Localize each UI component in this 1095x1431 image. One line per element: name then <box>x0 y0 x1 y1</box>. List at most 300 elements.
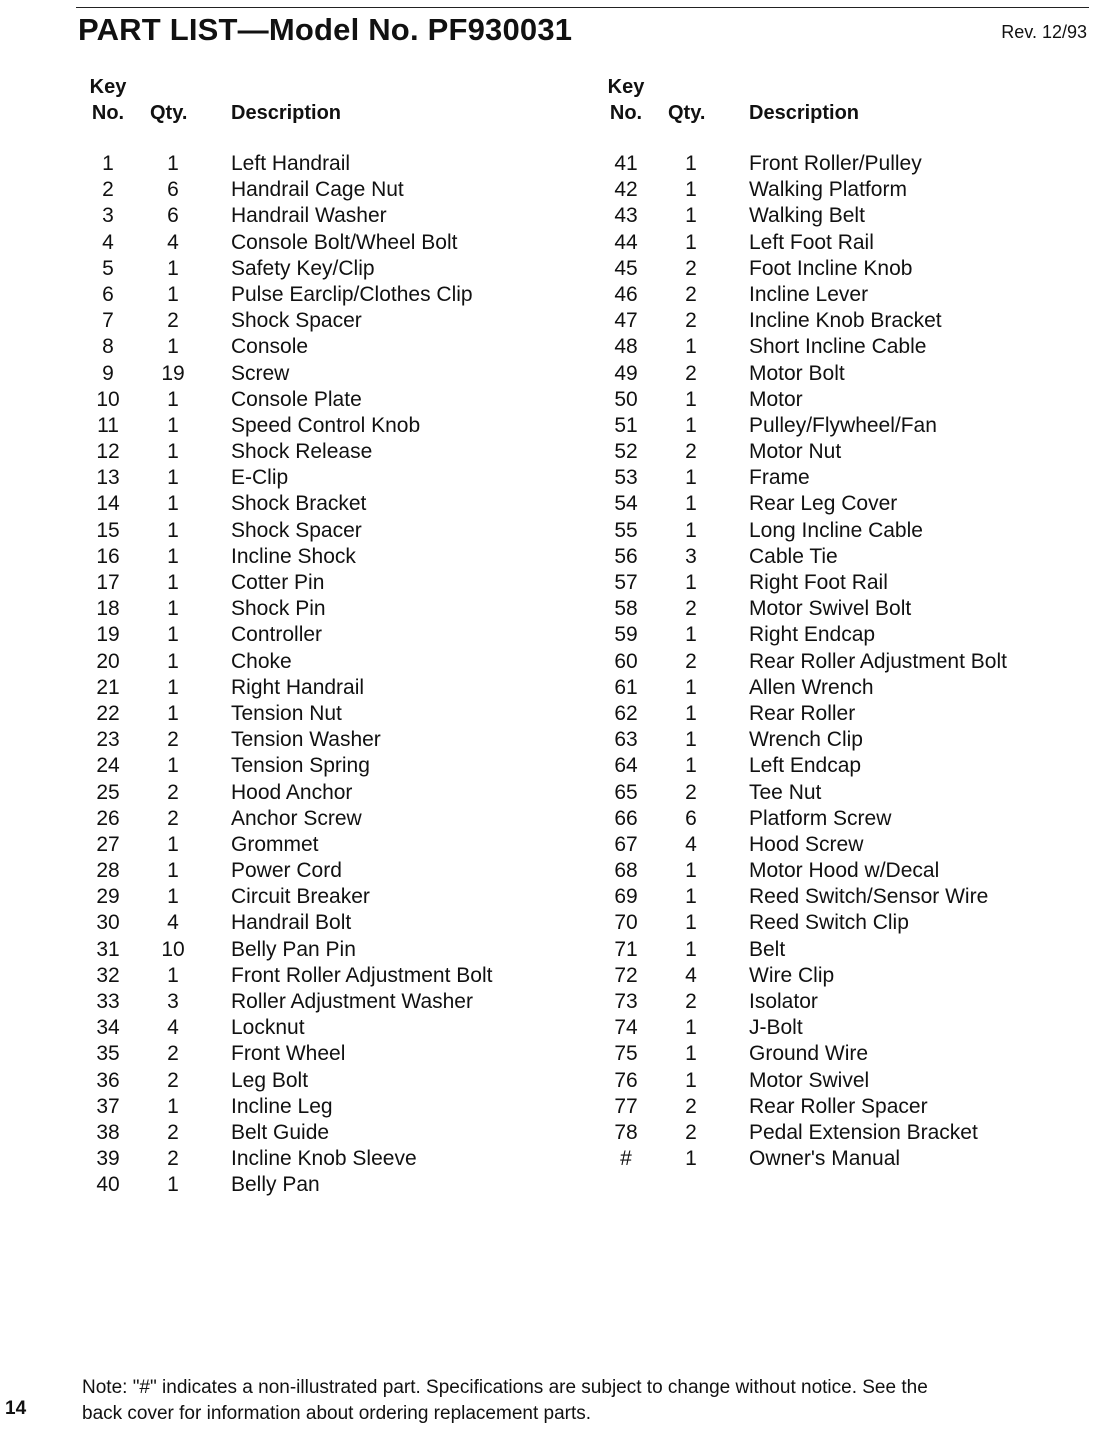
part-quantity: 1 <box>167 152 179 175</box>
part-quantity: 1 <box>685 230 697 254</box>
part-row <box>598 465 1088 491</box>
part-row <box>598 203 1088 229</box>
part-quantity: 2 <box>685 597 697 621</box>
part-description: Tee Nut <box>749 780 822 804</box>
part-quantity: 1 <box>685 518 697 542</box>
part-quantity: 1 <box>167 518 179 542</box>
part-key-number: 65 <box>614 780 638 804</box>
part-quantity: 1 <box>167 1094 179 1118</box>
part-row <box>80 937 580 963</box>
part-row <box>80 1068 580 1094</box>
part-key-number: 18 <box>96 597 120 621</box>
part-row <box>598 806 1088 832</box>
left-description-header: Description <box>231 102 342 124</box>
part-row <box>80 1041 580 1067</box>
part-quantity: 1 <box>685 1068 697 1092</box>
part-description: Foot Incline Knob <box>749 256 913 280</box>
part-description: Shock Pin <box>231 597 326 621</box>
part-row <box>80 361 580 387</box>
part-row <box>80 387 580 413</box>
part-quantity: 1 <box>685 728 697 752</box>
part-key-number: 45 <box>614 256 638 280</box>
part-row <box>598 963 1088 989</box>
part-quantity: 1 <box>685 937 697 961</box>
part-key-number: 15 <box>96 518 120 542</box>
key-header-line2: No. <box>609 102 643 124</box>
part-row <box>80 491 580 517</box>
part-key-number: 24 <box>96 754 120 778</box>
part-key-number: 2 <box>102 178 114 202</box>
part-quantity: 2 <box>167 806 179 830</box>
part-description: Rear Roller Adjustment Bolt <box>749 649 1007 673</box>
part-key-number: 47 <box>614 309 638 333</box>
part-quantity: 1 <box>685 885 697 909</box>
part-quantity: 1 <box>685 911 697 935</box>
part-row <box>80 727 580 753</box>
part-key-number: 22 <box>96 701 120 725</box>
part-key-number: 32 <box>96 963 120 987</box>
part-description: Pulse Earclip/Clothes Clip <box>231 282 473 306</box>
part-description: Shock Bracket <box>231 492 367 516</box>
part-row <box>598 177 1088 203</box>
part-key-number: 33 <box>96 990 120 1013</box>
part-quantity: 1 <box>167 1173 179 1197</box>
part-quantity: 1 <box>685 178 697 202</box>
part-quantity: 4 <box>685 832 697 856</box>
part-row <box>598 832 1088 858</box>
part-description: Belt <box>749 937 786 961</box>
part-description: Reed Switch Clip <box>749 911 909 935</box>
part-row <box>598 256 1088 282</box>
part-row <box>598 334 1088 360</box>
part-description: Shock Spacer <box>231 518 362 542</box>
part-quantity: 1 <box>167 885 179 909</box>
part-quantity: 2 <box>167 1042 179 1066</box>
key-header-line1: Key <box>89 76 127 98</box>
part-description: Walking Platform <box>749 178 907 202</box>
part-quantity: 1 <box>167 492 179 516</box>
part-row <box>598 387 1088 413</box>
part-quantity: 1 <box>167 963 179 987</box>
part-description: Handrail Bolt <box>231 911 352 935</box>
part-description: Handrail Washer <box>231 204 387 228</box>
part-row <box>598 989 1088 1015</box>
note-line-1: Note: "#" indicates a non-illustrated part. Specifications are subject to change without notice. See the <box>82 1377 928 1398</box>
part-row <box>598 230 1088 256</box>
part-key-number: 77 <box>614 1094 638 1118</box>
part-quantity: 1 <box>685 754 697 778</box>
part-key-number: 75 <box>614 1042 638 1066</box>
right-description-header: Description <box>749 102 860 124</box>
part-quantity: 2 <box>685 309 697 333</box>
part-key-number: 63 <box>614 728 638 752</box>
part-key-number: 72 <box>614 963 638 987</box>
part-quantity: 1 <box>167 387 179 411</box>
part-description: Rear Leg Cover <box>749 492 898 516</box>
part-description: Short Incline Cable <box>749 335 927 359</box>
part-row <box>80 1120 580 1146</box>
part-row <box>80 753 580 779</box>
part-quantity: 1 <box>167 256 179 280</box>
parts-list-right <box>598 151 1088 1172</box>
part-key-number: 35 <box>96 1042 120 1066</box>
part-key-number: 54 <box>614 492 638 516</box>
part-key-number: 36 <box>96 1068 120 1092</box>
part-row <box>598 649 1088 675</box>
part-description: Console <box>231 335 309 359</box>
part-quantity: 4 <box>167 1016 179 1040</box>
part-key-number: # <box>620 1147 632 1171</box>
part-description: Motor <box>749 387 803 411</box>
part-description: Pedal Extension Bracket <box>749 1120 978 1144</box>
part-quantity: 2 <box>167 1120 179 1144</box>
part-description: Motor Hood w/Decal <box>749 859 940 883</box>
part-row <box>80 230 580 256</box>
part-key-number: 53 <box>614 466 638 490</box>
part-row <box>598 596 1088 622</box>
part-row <box>80 649 580 675</box>
part-quantity: 1 <box>685 1147 697 1171</box>
part-row <box>598 413 1088 439</box>
part-description: Power Cord <box>231 859 342 883</box>
part-row <box>80 151 580 177</box>
part-description: Front Wheel <box>231 1042 346 1066</box>
part-description: Shock Release <box>231 440 373 464</box>
part-row <box>598 1146 1088 1172</box>
part-quantity: 1 <box>167 832 179 856</box>
part-description: Locknut <box>231 1016 305 1040</box>
part-row <box>598 518 1088 544</box>
part-key-number: 7 <box>102 309 114 333</box>
part-row <box>598 361 1088 387</box>
part-row <box>80 439 580 465</box>
revision-label: Rev. 12/93 <box>1001 22 1087 42</box>
part-description: Incline Knob Sleeve <box>231 1147 417 1171</box>
part-description: Tension Spring <box>231 754 370 778</box>
part-quantity: 2 <box>685 282 697 306</box>
part-quantity: 1 <box>167 675 179 699</box>
part-quantity: 1 <box>685 571 697 594</box>
part-key-number: 43 <box>614 204 638 228</box>
part-description: Motor Nut <box>749 440 842 464</box>
part-description: Right Endcap <box>749 623 876 647</box>
part-row <box>80 832 580 858</box>
part-description: Isolator <box>749 990 818 1013</box>
part-description: Motor Bolt <box>749 361 845 385</box>
part-description: Pulley/Flywheel/Fan <box>749 413 937 437</box>
part-row <box>80 1172 580 1198</box>
part-quantity: 2 <box>685 1094 697 1118</box>
part-key-number: 68 <box>614 859 638 883</box>
part-row <box>80 544 580 570</box>
part-key-number: 73 <box>614 990 638 1013</box>
part-row <box>598 753 1088 779</box>
part-row <box>598 151 1088 177</box>
part-quantity: 1 <box>167 571 179 594</box>
part-row <box>80 910 580 936</box>
part-row <box>80 858 580 884</box>
part-quantity: 1 <box>685 466 697 490</box>
part-row <box>598 727 1088 753</box>
part-row <box>598 622 1088 648</box>
part-key-number: 48 <box>614 335 638 359</box>
part-row <box>598 308 1088 334</box>
part-description: Left Handrail <box>231 152 351 175</box>
page-title: PART LIST—Model No. PF930031 <box>78 12 573 47</box>
part-quantity: 1 <box>167 440 179 464</box>
part-quantity: 2 <box>167 1068 179 1092</box>
part-quantity: 2 <box>167 1147 179 1171</box>
part-quantity: 2 <box>685 780 697 804</box>
part-description: Screw <box>231 361 290 385</box>
part-description: Right Handrail <box>231 675 365 699</box>
part-quantity: 1 <box>167 597 179 621</box>
part-key-number: 12 <box>96 440 120 464</box>
part-row <box>80 203 580 229</box>
part-row <box>598 1068 1088 1094</box>
part-quantity: 19 <box>161 361 185 385</box>
part-key-number: 51 <box>614 413 638 437</box>
part-description: Frame <box>749 466 810 490</box>
part-quantity: 4 <box>685 963 697 987</box>
part-row <box>598 570 1088 596</box>
part-key-number: 66 <box>614 806 638 830</box>
part-row <box>598 439 1088 465</box>
part-key-number: 34 <box>96 1016 120 1040</box>
part-description: Belly Pan <box>231 1173 320 1197</box>
part-description: Rear Roller <box>749 701 856 725</box>
part-description: Front Roller Adjustment Bolt <box>231 963 493 987</box>
part-quantity: 1 <box>167 282 179 306</box>
part-key-number: 13 <box>96 466 120 490</box>
part-quantity: 10 <box>161 937 185 961</box>
part-quantity: 2 <box>685 440 697 464</box>
page-number: 14 <box>5 1398 27 1419</box>
part-description: Circuit Breaker <box>231 885 370 909</box>
part-quantity: 1 <box>685 623 697 647</box>
part-row <box>80 308 580 334</box>
part-quantity: 1 <box>685 1042 697 1066</box>
part-row <box>598 1094 1088 1120</box>
part-row <box>80 334 580 360</box>
part-key-number: 17 <box>96 571 120 594</box>
part-description: Controller <box>231 623 323 647</box>
part-key-number: 60 <box>614 649 638 673</box>
part-key-number: 5 <box>102 256 114 280</box>
part-description: Right Foot Rail <box>749 571 888 594</box>
part-quantity: 6 <box>167 204 179 228</box>
part-description: Hood Anchor <box>231 780 353 804</box>
part-quantity: 2 <box>167 309 179 333</box>
part-row <box>80 884 580 910</box>
left-qty-header: Qty. <box>150 102 188 124</box>
part-description: Safety Key/Clip <box>231 256 375 280</box>
part-key-number: 59 <box>614 623 638 647</box>
part-description: Left Endcap <box>749 754 862 778</box>
part-row <box>598 884 1088 910</box>
part-description: Incline Knob Bracket <box>749 309 942 333</box>
part-key-number: 29 <box>96 885 120 909</box>
part-row <box>80 570 580 596</box>
part-description: Long Incline Cable <box>749 518 923 542</box>
part-row <box>80 1094 580 1120</box>
part-quantity: 6 <box>167 178 179 202</box>
part-row <box>598 858 1088 884</box>
part-row <box>80 1146 580 1172</box>
part-description: Owner's Manual <box>749 1147 901 1171</box>
part-key-number: 70 <box>614 911 638 935</box>
part-description: Tension Nut <box>231 701 342 725</box>
part-description: Front Roller/Pulley <box>749 152 922 175</box>
part-quantity: 3 <box>685 544 697 568</box>
part-quantity: 1 <box>167 544 179 568</box>
part-key-number: 38 <box>96 1120 120 1144</box>
part-row <box>80 465 580 491</box>
part-quantity: 2 <box>685 1120 697 1144</box>
part-key-number: 8 <box>102 335 114 359</box>
part-description: Allen Wrench <box>749 675 874 699</box>
part-description: Roller Adjustment Washer <box>231 990 473 1013</box>
part-row <box>80 701 580 727</box>
part-key-number: 56 <box>614 544 638 568</box>
part-description: Incline Shock <box>231 544 356 568</box>
part-row <box>80 622 580 648</box>
part-key-number: 74 <box>614 1016 638 1040</box>
part-quantity: 1 <box>685 675 697 699</box>
part-key-number: 49 <box>614 361 638 385</box>
part-row <box>598 1041 1088 1067</box>
part-key-number: 41 <box>614 152 638 175</box>
part-row <box>598 701 1088 727</box>
part-quantity: 1 <box>685 387 697 411</box>
part-quantity: 1 <box>685 701 697 725</box>
part-quantity: 1 <box>167 859 179 883</box>
part-row <box>598 1015 1088 1041</box>
part-description: Speed Control Knob <box>231 413 421 437</box>
part-key-number: 19 <box>96 623 120 647</box>
part-description: Tension Washer <box>231 728 381 752</box>
part-quantity: 2 <box>685 649 697 673</box>
part-quantity: 1 <box>685 1016 697 1040</box>
part-description: Ground Wire <box>749 1042 869 1066</box>
part-description: Incline Lever <box>749 282 869 306</box>
part-row <box>80 806 580 832</box>
part-key-number: 26 <box>96 806 120 830</box>
part-description: Reed Switch/Sensor Wire <box>749 885 989 909</box>
footer-note <box>82 1375 1092 1427</box>
part-key-number: 52 <box>614 440 638 464</box>
part-description: Platform Screw <box>749 806 892 830</box>
part-key-number: 61 <box>614 675 638 699</box>
part-key-number: 71 <box>614 937 638 961</box>
part-key-number: 23 <box>96 728 120 752</box>
part-description: J-Bolt <box>749 1016 803 1040</box>
part-key-number: 62 <box>614 701 638 725</box>
part-key-number: 6 <box>102 282 114 306</box>
part-quantity: 1 <box>167 623 179 647</box>
part-description: Console Bolt/Wheel Bolt <box>231 230 458 254</box>
part-row <box>80 963 580 989</box>
part-key-number: 44 <box>614 230 638 254</box>
part-key-number: 25 <box>96 780 120 804</box>
part-key-number: 64 <box>614 754 638 778</box>
part-description: Left Foot Rail <box>749 230 874 254</box>
part-quantity: 2 <box>685 361 697 385</box>
part-description: Console Plate <box>231 387 362 411</box>
part-description: Walking Belt <box>749 204 865 228</box>
part-key-number: 76 <box>614 1068 638 1092</box>
part-key-number: 4 <box>102 230 114 254</box>
part-description: Shock Spacer <box>231 309 362 333</box>
part-key-number: 46 <box>614 282 638 306</box>
parts-list-left <box>80 151 580 1199</box>
part-key-number: 58 <box>614 597 638 621</box>
part-quantity: 1 <box>685 152 697 175</box>
part-row <box>598 910 1088 936</box>
part-description: Cable Tie <box>749 544 838 568</box>
part-quantity: 2 <box>685 256 697 280</box>
part-key-number: 20 <box>96 649 120 673</box>
part-row <box>80 780 580 806</box>
part-row <box>598 1120 1088 1146</box>
part-quantity: 3 <box>167 990 179 1013</box>
part-row <box>598 544 1088 570</box>
part-quantity: 2 <box>167 780 179 804</box>
part-quantity: 6 <box>685 806 697 830</box>
part-description: Choke <box>231 649 292 673</box>
part-key-number: 10 <box>96 387 120 411</box>
part-quantity: 1 <box>685 413 697 437</box>
part-quantity: 1 <box>167 335 179 359</box>
part-quantity: 1 <box>167 754 179 778</box>
part-quantity: 1 <box>685 859 697 883</box>
part-row <box>80 177 580 203</box>
part-key-number: 39 <box>96 1147 120 1171</box>
note-line-2: back cover for information about ordering replacement parts. <box>82 1403 592 1424</box>
part-row <box>598 491 1088 517</box>
part-key-number: 1 <box>102 152 114 175</box>
part-description: Handrail Cage Nut <box>231 178 404 202</box>
part-key-number: 37 <box>96 1094 120 1118</box>
part-description: Wrench Clip <box>749 728 863 752</box>
part-description: Wire Clip <box>749 963 835 987</box>
part-description: Rear Roller Spacer <box>749 1094 928 1118</box>
part-quantity: 1 <box>685 204 697 228</box>
part-key-number: 30 <box>96 911 120 935</box>
right-qty-header: Qty. <box>668 102 706 124</box>
part-quantity: 1 <box>167 649 179 673</box>
part-key-number: 11 <box>97 413 119 437</box>
part-key-number: 31 <box>96 937 120 961</box>
part-key-number: 21 <box>96 675 120 699</box>
key-header-line2: No. <box>91 102 125 124</box>
part-key-number: 14 <box>96 492 120 516</box>
part-quantity: 1 <box>685 335 697 359</box>
right-key-header <box>598 74 654 126</box>
part-key-number: 42 <box>614 178 638 202</box>
part-description: Cotter Pin <box>231 571 325 594</box>
part-key-number: 16 <box>96 544 120 568</box>
part-quantity: 1 <box>167 413 179 437</box>
part-description: E-Clip <box>231 466 289 490</box>
part-key-number: 3 <box>102 204 114 228</box>
part-key-number: 69 <box>614 885 638 909</box>
part-key-number: 9 <box>102 361 114 385</box>
part-key-number: 27 <box>96 832 120 856</box>
part-description: Motor Swivel Bolt <box>749 597 912 621</box>
key-header-line1: Key <box>607 76 645 98</box>
part-row <box>80 596 580 622</box>
